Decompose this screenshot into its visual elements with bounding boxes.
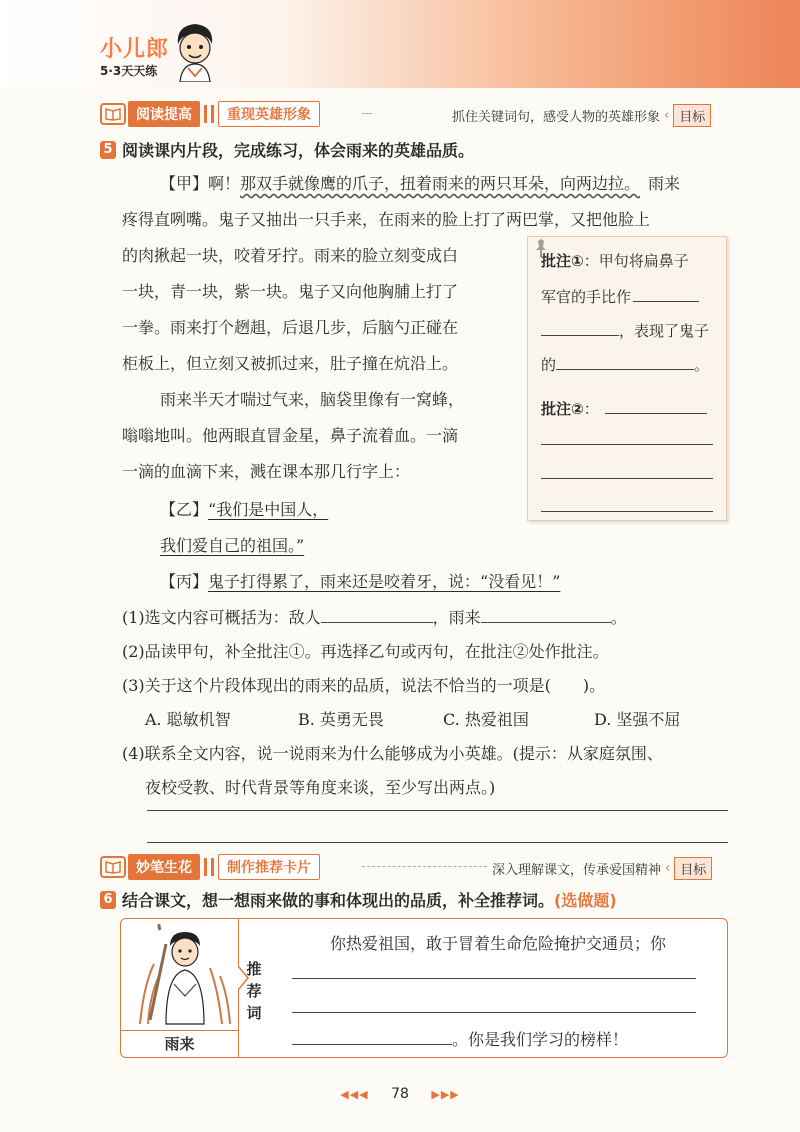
note-text: 的 [541, 356, 557, 374]
note-1-line-1 [541, 244, 689, 278]
underlined-sentence: 鬼子打得累了，雨来还是咬着牙，说：“没看见！” [208, 572, 561, 591]
vertical-label-char: 推 [246, 960, 262, 978]
section-separator [204, 858, 214, 876]
section-goal [452, 104, 711, 127]
answer-blank[interactable] [321, 602, 433, 623]
note-2-line-1 [541, 392, 707, 426]
question-title-text: 阅读课内片段，完成练习，体会雨来的英雄品质。 [122, 141, 475, 160]
answer-blank[interactable] [541, 315, 619, 336]
question-text: ，雨来 [432, 608, 481, 627]
note-text: ：甲句将扁鼻子 [583, 252, 689, 270]
card-text: 。你是我们学习的榜样！ [452, 1030, 629, 1049]
option-c[interactable]: C. 热爱祖国 [443, 710, 529, 729]
question-6-title [100, 888, 617, 911]
note-1-line-3 [541, 314, 709, 348]
section-label: 阅读提高 [128, 101, 200, 127]
section-goal [492, 857, 712, 880]
note-text: ，表现了鬼子 [619, 322, 710, 340]
passage-line-4: 一块，青一块，紫一块。鬼子又向他胸脯上打了 [122, 282, 459, 301]
vertical-label-char: 荐 [246, 982, 262, 1000]
section-separator [204, 105, 214, 123]
subquestion-2: (2)品读甲句，补全批注①。再选择乙句或丙句，在批注②处作批注。 [122, 642, 609, 661]
brand-logo: 小儿郎 [100, 37, 170, 62]
page-footer [0, 1086, 800, 1102]
page-number: 78 [391, 1086, 409, 1102]
mark-jia: 【甲】 [160, 174, 209, 193]
note-text: ： [583, 400, 599, 418]
passage-line-2: 疼得直咧嘴。鬼子又抽出一只手来，在雨来的脸上打了两巴掌，又把他脸上 [122, 210, 651, 229]
subquestion-3: (3)关于这个片段体现出的雨来的品质，说法不恰当的一项是( )。 [122, 676, 606, 695]
passage-line-3: 的肉揪起一块，咬着牙拧。雨来的脸立刻变成白 [122, 246, 459, 265]
option-d[interactable]: D. 坚强不屈 [594, 710, 681, 729]
passage-bing-line [160, 564, 560, 600]
note-2-label: 批注② [541, 400, 584, 418]
note-1-line-4 [541, 348, 709, 382]
question-number: 5 [100, 141, 116, 159]
passage-line-6: 柜板上，但立刻又被抓过来，肚子撞在炕沿上。 [122, 354, 459, 373]
answer-blank[interactable] [605, 393, 707, 414]
chevron-left-icon: ‹ [664, 108, 670, 123]
section-goal-text: 深入理解课文，传承爱国精神 [492, 863, 662, 878]
answer-blank[interactable] [556, 349, 694, 370]
arrows-right-icon: ▶▶▶ [431, 1088, 460, 1101]
arrows-left-icon: ◀◀◀ [340, 1088, 369, 1101]
vertical-label [244, 958, 264, 1024]
section-dash-line [362, 113, 372, 114]
mark-bing: 【丙】 [160, 572, 209, 591]
subquestion-4-line-1: (4)联系全文内容，说一说雨来为什么能够成为小英雄。(提示：从家庭氛围、 [122, 744, 663, 763]
option-a[interactable]: A. 聪敏机智 [145, 710, 231, 729]
answer-line[interactable] [147, 810, 728, 811]
passage-line-9: 一滴的血滴下来，溅在课本那几行字上： [122, 462, 411, 481]
card-name: 雨来 [164, 1035, 195, 1053]
underlined-sentence: “我们是中国人， [208, 500, 329, 519]
section-dash-line [362, 866, 487, 867]
passage-text: 啊！ [208, 174, 241, 193]
note-text: 。 [694, 356, 710, 374]
card-line-1: 你热爱祖国，敢于冒着生命危险掩护交通员；你 [330, 934, 667, 953]
brand-series: 5·3天天练 [100, 64, 158, 78]
mascot-boy-icon [170, 20, 220, 82]
question-number: 6 [100, 891, 116, 909]
subquestion-1 [122, 600, 627, 636]
optional-tag: (选做题) [554, 891, 617, 910]
mark-yi: 【乙】 [160, 500, 209, 519]
answer-line[interactable] [541, 444, 713, 445]
passage-line-8: 嗡嗡地叫。他两眼直冒金星，鼻子流着血。一滴 [122, 426, 459, 445]
answer-blank[interactable] [481, 602, 611, 623]
chevron-left-icon: ‹ [665, 861, 671, 876]
section-topic: 制作推荐卡片 [218, 854, 320, 880]
section-header-writing [100, 854, 320, 880]
passage-yi-line-1 [160, 492, 328, 528]
answer-blank[interactable] [633, 281, 699, 302]
question-title-text: 结合课文，想一想雨来做的事和体现出的品质，补全推荐词。 [122, 891, 555, 910]
vertical-label-char: 词 [246, 1004, 262, 1022]
note-1-label: 批注① [541, 252, 584, 270]
subquestion-4-line-2: 夜校受教、时代背景等角度来谈，至少写出两点。) [145, 778, 496, 797]
book-icon [100, 103, 126, 125]
card-last-line [292, 1022, 628, 1058]
passage-line-1 [160, 166, 680, 202]
section-label: 妙笔生花 [128, 854, 200, 880]
section-header-reading [100, 101, 320, 127]
question-5-title [100, 138, 474, 161]
book-icon [100, 856, 126, 878]
question-text: 。 [610, 608, 627, 627]
answer-line[interactable] [147, 842, 728, 843]
passage-line-7: 雨来半天才喘过气来，脑袋里像有一窝蜂， [160, 390, 465, 409]
answer-blank[interactable] [292, 1024, 452, 1045]
section-topic: 重现英雄形象 [218, 101, 320, 127]
section-goal-text: 抓住关键词句，感受人物的英雄形象 [452, 110, 661, 125]
passage-yi-line-2 [160, 528, 304, 564]
wavy-underlined-sentence: 那双手就像鹰的爪子，扭着雨来的两只耳朵，向两边拉。 [240, 174, 641, 193]
answer-line[interactable] [292, 978, 696, 979]
answer-line[interactable] [541, 478, 713, 479]
underlined-sentence: 我们爱自己的祖国。” [160, 536, 305, 555]
goal-tag: 目标 [674, 857, 712, 880]
goal-tag: 目标 [673, 104, 711, 127]
option-b[interactable]: B. 英勇无畏 [298, 710, 384, 729]
answer-line[interactable] [292, 1012, 696, 1013]
question-text: (1)选文内容可概括为：敌人 [122, 608, 321, 627]
note-1-line-2 [541, 280, 699, 314]
boy-illustration-icon [130, 924, 240, 1028]
passage-text: 雨来 [648, 174, 681, 193]
passage-line-5: 一拳。雨来打个趔趄，后退几步，后脑勺正碰在 [122, 318, 459, 337]
note-text: 军官的手比作 [541, 288, 632, 306]
answer-line[interactable] [541, 511, 713, 512]
